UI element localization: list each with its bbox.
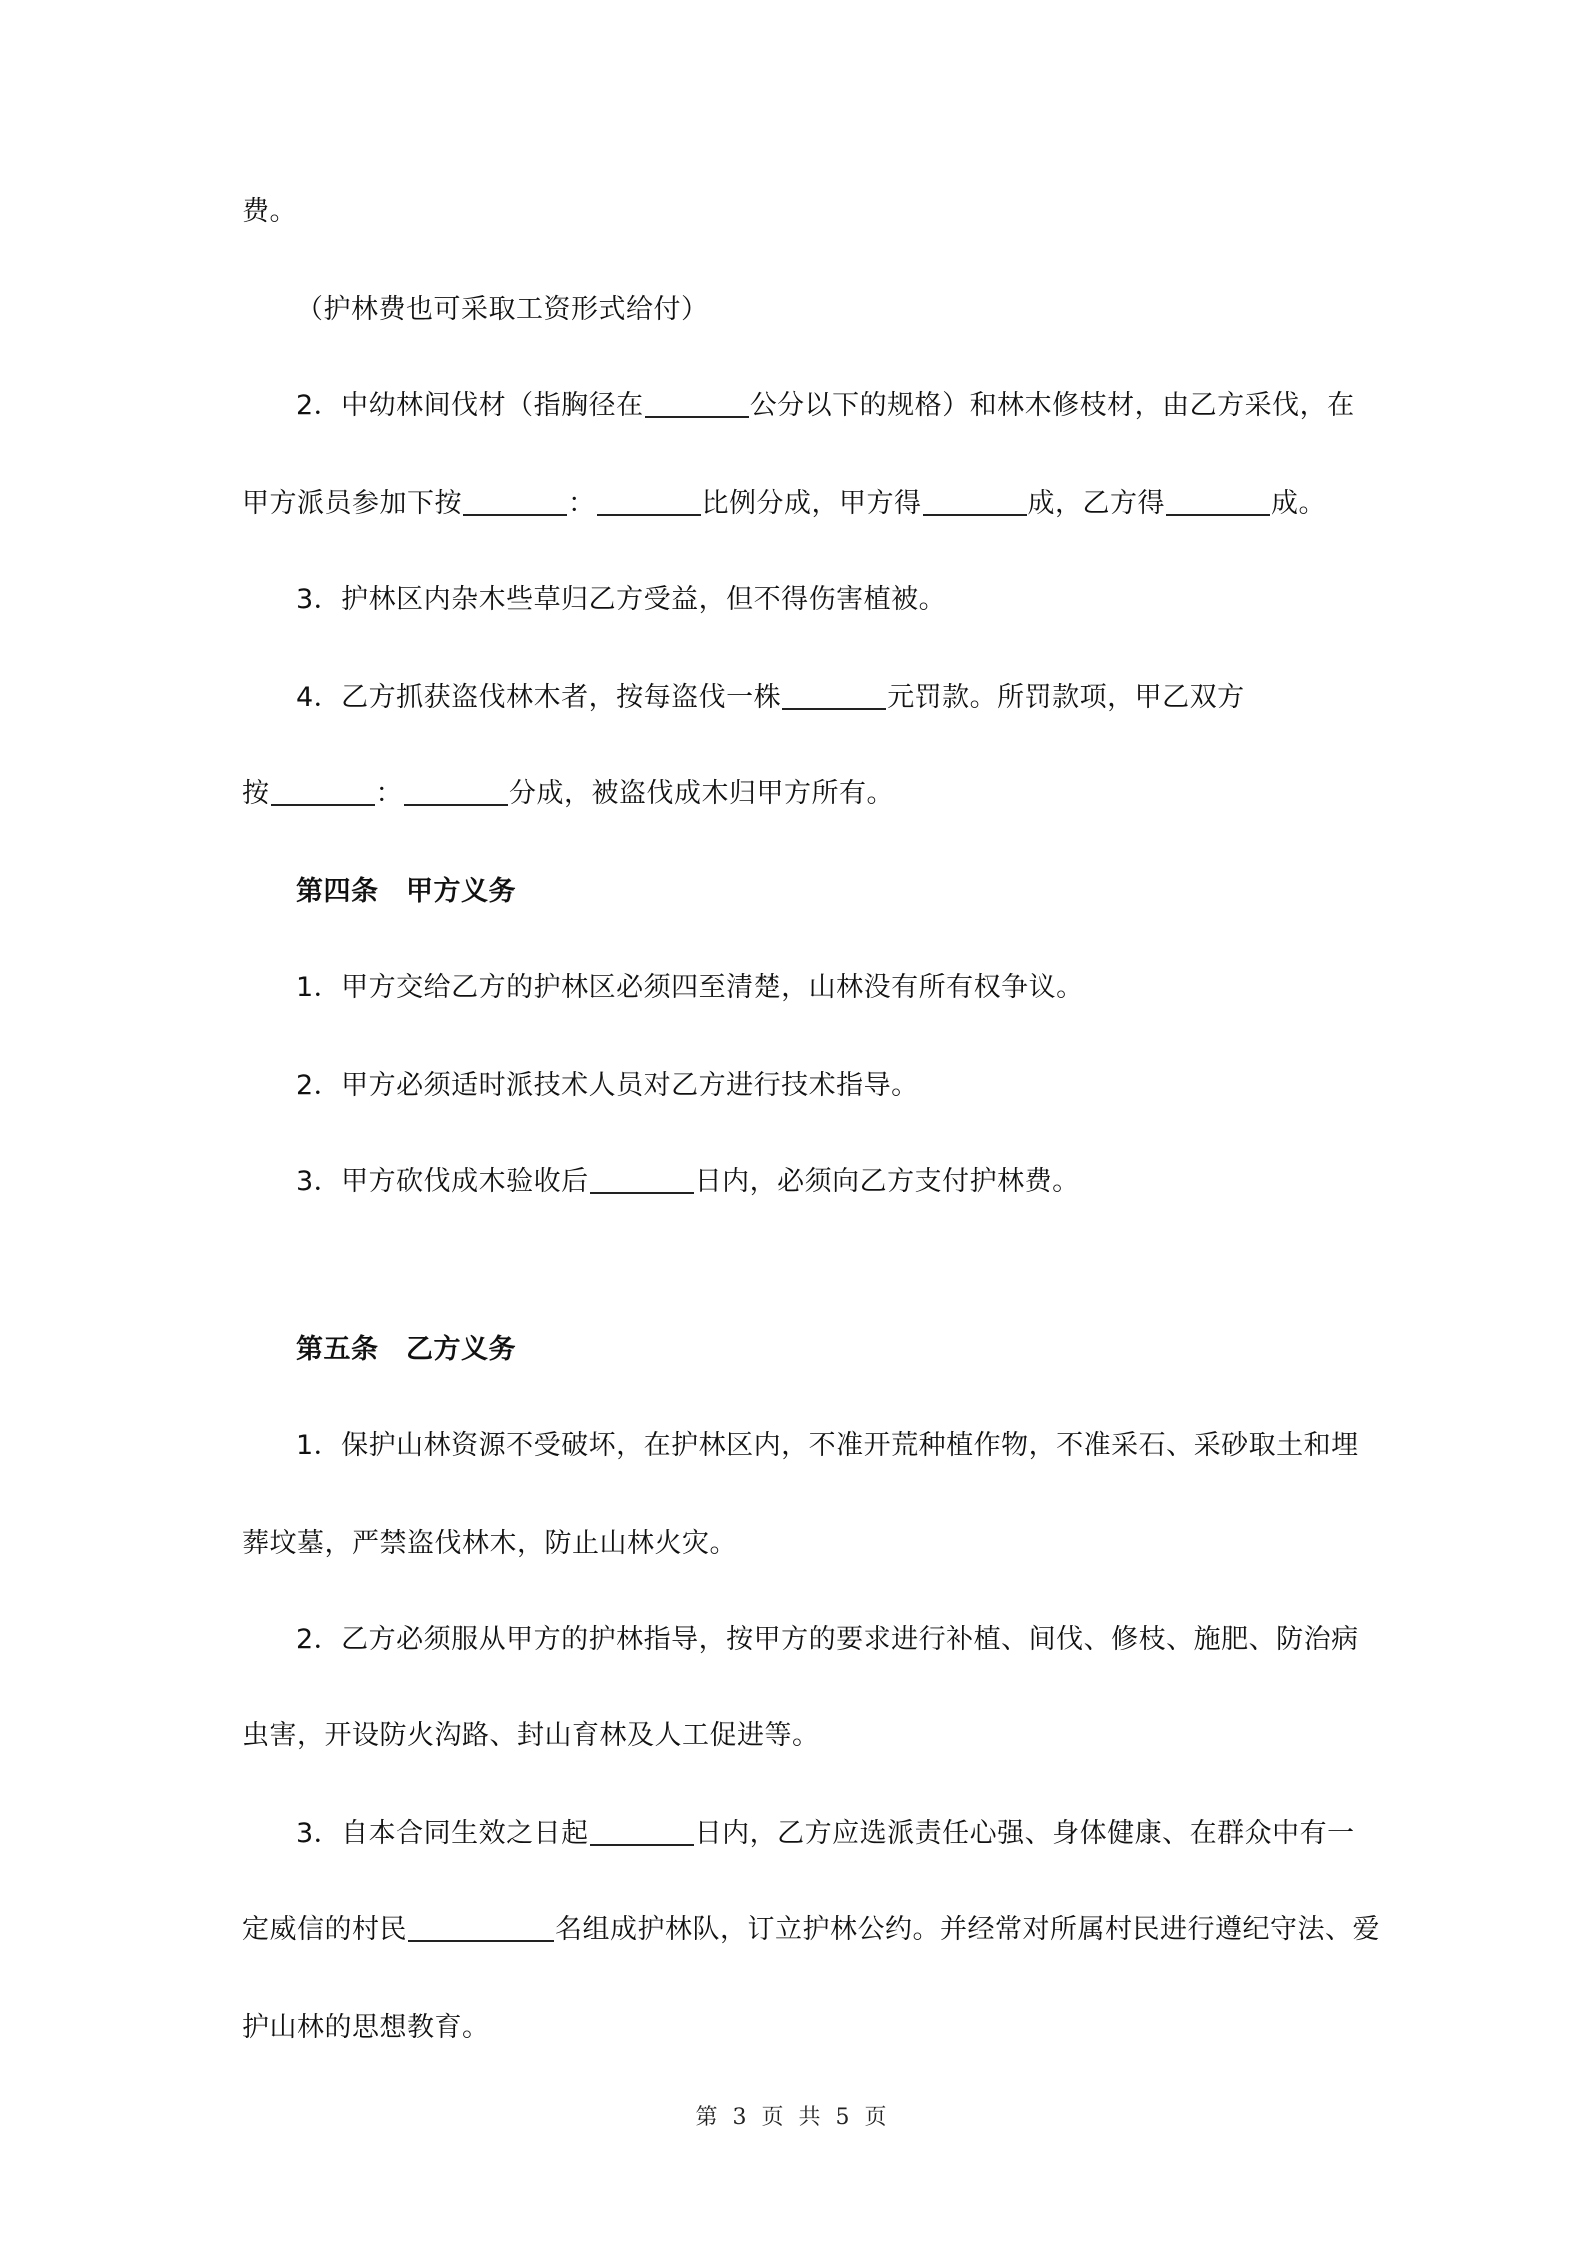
clause-4-line-2: 按 ： 分成，被盗伐成木归甲方所有。: [242, 774, 894, 814]
blank-field: [404, 774, 508, 806]
article-4-item-3: 3．甲方砍伐成木验收后 日内，必须向乙方支付护林费。: [296, 1162, 1080, 1202]
blank-field: [590, 1814, 694, 1846]
blank-field: [597, 484, 701, 516]
article-4-item-1: 1．甲方交给乙方的护林区必须四至清楚，山林没有所有权争议。: [296, 972, 1084, 1003]
article-5-item-1-line-2: 葬坟墓，严禁盗伐林木，防止山林火灾。: [242, 1528, 737, 1559]
blank-field: [590, 1162, 694, 1194]
clause-4-line-1: 4．乙方抓获盗伐林木者，按每盗伐一株 元罚款。所罚款项，甲乙双方: [296, 678, 1245, 718]
article-5-item-2-line-2: 虫害，开设防火沟路、封山育林及人工促进等。: [242, 1720, 820, 1751]
clause-3: 3．护林区内杂木些草归乙方受益，但不得伤害植被。: [296, 584, 947, 615]
blank-field: [782, 678, 886, 710]
article-5-item-3-line-2: 定威信的村民 名组成护林队，订立护林公约。并经常对所属村民进行遵纪守法、爱: [242, 1910, 1380, 1950]
article-4-item-2: 2．甲方必须适时派技术人员对乙方进行技术指导。: [296, 1070, 919, 1101]
clause-2-line-1: 2．中幼林间伐材（指胸径在 公分以下的规格）和林木修枝材，由乙方采伐，在: [296, 386, 1355, 426]
blank-field: [1166, 484, 1270, 516]
clause-2-line-2: 甲方派员参加下按 ： 比例分成，甲方得 成，乙方得 成。: [242, 484, 1326, 524]
paragraph-fee-tail: 费。: [242, 196, 297, 227]
article-5-item-1-line-1: 1．保护山林资源不受破坏，在护林区内，不准开荒种植作物，不准采石、采砂取土和埋: [296, 1430, 1359, 1461]
page-number-footer: 第 3 页 共 5 页: [695, 2105, 891, 2130]
blank-field: [408, 1910, 554, 1942]
blank-field: [463, 484, 567, 516]
blank-field: [923, 484, 1027, 516]
article-5-item-3-line-1: 3．自本合同生效之日起 日内，乙方应选派责任心强、身体健康、在群众中有一: [296, 1814, 1355, 1854]
article-5-item-2-line-1: 2．乙方必须服从甲方的护林指导，按甲方的要求进行补植、间伐、修枝、施肥、防治病: [296, 1624, 1359, 1655]
article-4-heading: 第四条 甲方义务: [296, 876, 516, 907]
paragraph-fee-note: （护林费也可采取工资形式给付）: [296, 294, 709, 325]
article-5-item-3-line-3: 护山林的思想教育。: [242, 2012, 490, 2043]
article-5-heading: 第五条 乙方义务: [296, 1334, 516, 1365]
blank-field: [645, 386, 749, 418]
blank-field: [271, 774, 375, 806]
